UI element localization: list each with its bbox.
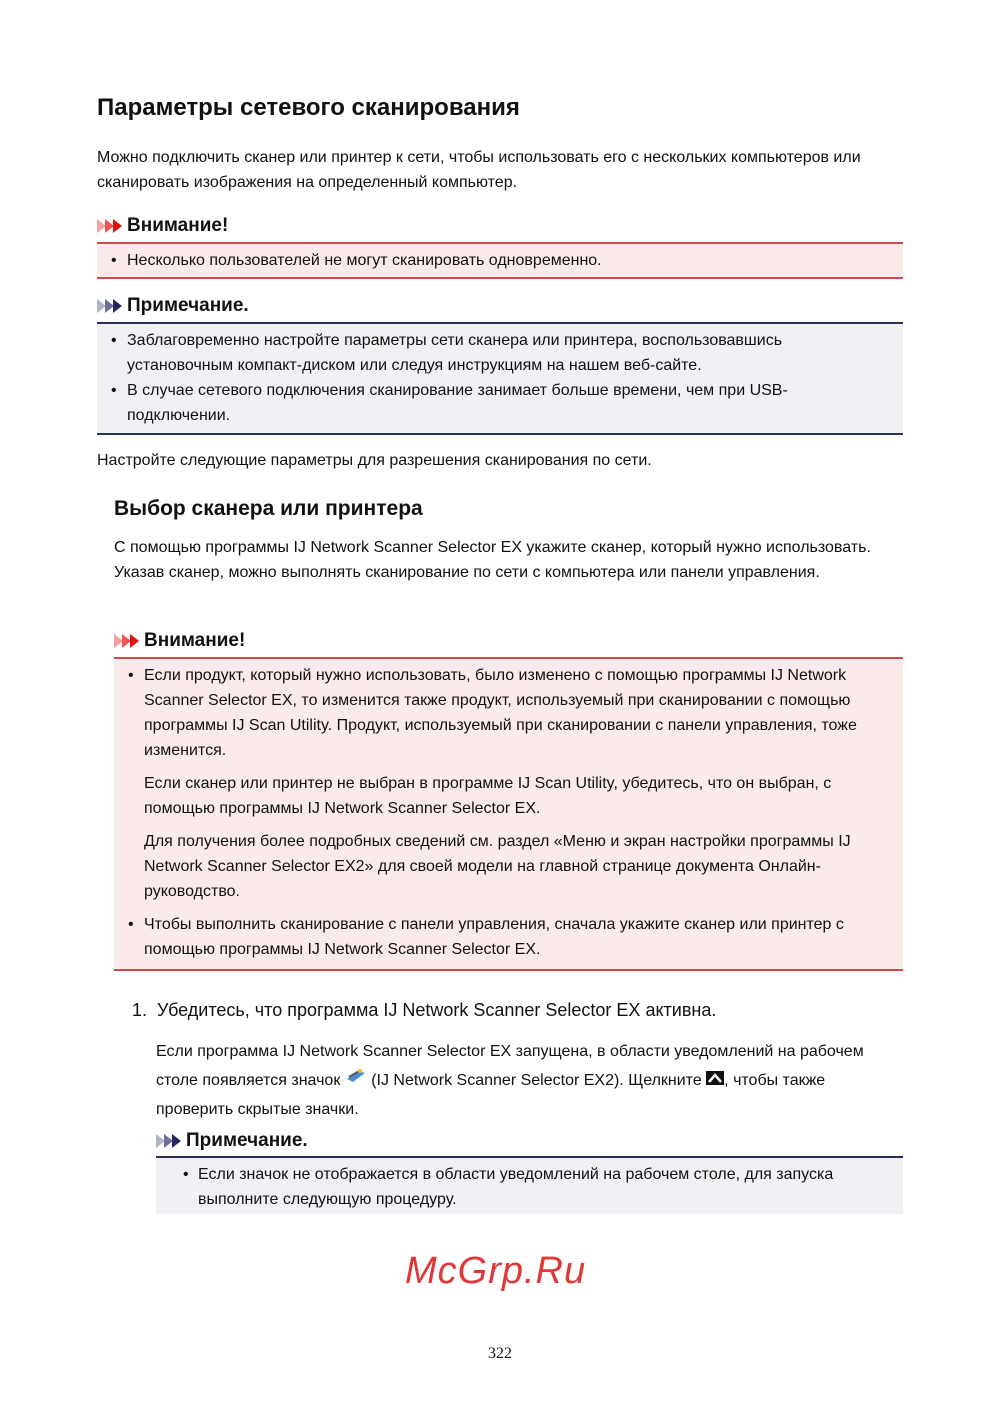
section-title: Выбор сканера или принтера bbox=[114, 497, 423, 520]
note-item: Если значок не отображается в области уведомлений на рабочем столе, для запуска выполните следующую процедуру. bbox=[198, 1166, 834, 1208]
note-item: В случае сетевого подключения сканирование занимает больше времени, чем при USB-подключении. bbox=[127, 382, 788, 424]
step-text: (IJ Network Scanner Selector EX2). Щелкните bbox=[366, 1072, 707, 1089]
step-number: 1. bbox=[132, 1000, 148, 1020]
note-header bbox=[156, 1130, 308, 1152]
attention-item-paragraph: Если сканер или принтер не выбран в программе IJ Scan Utility, убедитесь, что он выбран, с помощью программы IJ Network Scanner Selector EX. bbox=[144, 775, 832, 817]
note-label: Примечание. bbox=[186, 1130, 308, 1151]
page-title: Параметры сетевого сканирования bbox=[97, 94, 520, 121]
attention-item: Если продукт, который нужно использовать, было изменено с помощью программы IJ Network Scanner Selector EX, то изменится также продукт, используемый при сканировании с помощью программы IJ Scan Utility. Продукт, используемый при сканировании с панели управления, тоже изменится. bbox=[144, 667, 857, 759]
attention-item: Чтобы выполнить сканирование с панели управления, сначала укажите сканер или принтер с помощью программы IJ Network Scanner Selector EX. bbox=[144, 916, 844, 958]
note-icon bbox=[97, 299, 121, 313]
attention-box: • Если продукт, который нужно использовать, было изменено с помощью программы IJ Network Scanner Selector EX, то изменится также продукт, используемый при сканировании с помощью программы IJ Scan Utility. Продукт, используемый при сканировании с панели управления, тоже изменится. Если сканер или принтер не выбран в программе IJ Scan Utility, убедитесь, что он выбран, с помощью программы IJ Network Scanner Selector EX. Для получения более подробных сведений см. раздел «Меню и экран настройки программы IJ Network Scanner Selector EX2» для своей модели на главной странице документа Онлайн-руководство. • Чтобы выполнить сканирование с панели управления, сначала укажите сканер или принтер с помощью программы IJ Network Scanner Selector EX. bbox=[114, 657, 903, 971]
attention-header bbox=[97, 215, 228, 237]
note-box: • Заблаговременно настройте параметры сети сканера или принтера, воспользовавшись установочным компакт-диском или следуя инструкциям на нашем веб-сайте. • В случае сетевого подключения сканирование занимает больше времени, чем при USB-подключении. bbox=[97, 322, 903, 435]
attention-item-paragraph: Для получения более подробных сведений см. раздел «Меню и экран настройки программы IJ Network Scanner Selector EX2» для своей модели на главной странице документа Онлайн-руководство. bbox=[144, 833, 851, 900]
setup-text: Настройте следующие параметры для разрешения сканирования по сети. bbox=[97, 452, 652, 469]
note-header bbox=[97, 295, 249, 317]
intro-text: Можно подключить сканер или принтер к сети, чтобы использовать его с нескольких компьютеров или сканировать изображения на определенный компьютер. bbox=[97, 149, 861, 191]
attention-icon bbox=[114, 634, 138, 648]
scanner-selector-icon bbox=[345, 1066, 367, 1095]
show-hidden-icons-icon bbox=[706, 1066, 724, 1095]
attention-box: • Несколько пользователей не могут сканировать одновременно. bbox=[97, 242, 903, 279]
note-label: Примечание. bbox=[127, 295, 249, 316]
step-text: , чтобы также проверить скрытые значки. bbox=[156, 1072, 826, 1119]
attention-label: Внимание! bbox=[144, 630, 246, 651]
step-title: Убедитесь, что программа IJ Network Scanner Selector EX активна. bbox=[157, 1000, 717, 1020]
note-box: • Если значок не отображается в области уведомлений на рабочем столе, для запуска выполните следующую процедуру. bbox=[156, 1156, 903, 1214]
note-icon bbox=[156, 1134, 180, 1148]
note-item: Заблаговременно настройте параметры сети сканера или принтера, воспользовавшись установочным компакт-диском или следуя инструкциям на нашем веб-сайте. bbox=[127, 332, 783, 374]
attention-label: Внимание! bbox=[127, 215, 229, 236]
attention-item: Несколько пользователей не могут сканировать одновременно. bbox=[127, 252, 602, 269]
page-number: 322 bbox=[488, 1345, 512, 1362]
step-1-title bbox=[132, 1000, 716, 1021]
section-text: С помощью программы IJ Network Scanner Selector EX укажите сканер, который нужно использовать. Указав сканер, можно выполнять сканирование по сети с компьютера или панели управления. bbox=[114, 539, 871, 581]
watermark: McGrp.Ru bbox=[405, 1250, 587, 1292]
attention-icon bbox=[97, 219, 121, 233]
step-1-text bbox=[156, 1037, 901, 1124]
step-text: Если программа IJ Network Scanner Selector EX запущена, в области уведомлений на рабочем столе появляется значок bbox=[156, 1043, 864, 1089]
attention-header bbox=[114, 630, 245, 652]
